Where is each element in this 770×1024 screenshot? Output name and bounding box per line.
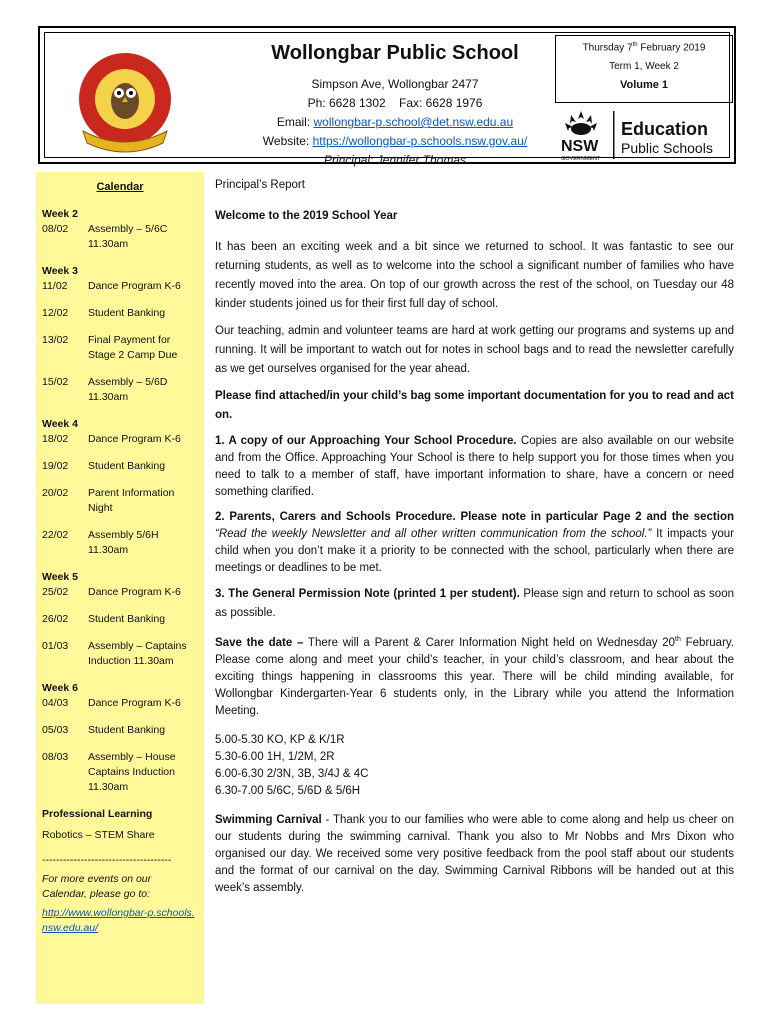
report-title: Principal’s Report (215, 179, 305, 191)
calendar-event (42, 585, 198, 600)
issue-date: Thursday 7th February 2019 (582, 42, 706, 54)
calendar-event (42, 528, 198, 558)
event-text: Assembly – Captains Induction 11.30am (88, 640, 187, 667)
save-the-date: Save the date – There will a Parent & Carer Information Night held on Wednesday 20th February. Please come along and meet your child’s teacher, in your child’s classroom, and hear about the exciting things happening in classrooms this year. There will be child minding available, for Wollongbar Kindergarten-Year 6 students only, in the Library while you attend the Information Meeting. (215, 636, 734, 717)
calendar-week-label: Week 3 (42, 265, 78, 277)
school-email-line (215, 113, 575, 132)
calendar-event (42, 723, 198, 738)
calendar-event (42, 639, 198, 669)
event-text: Assembly 5/6H 11.30am (88, 529, 159, 556)
issue-info-box (555, 35, 733, 103)
school-logo (73, 49, 177, 153)
session-times (215, 732, 734, 800)
principal-report (215, 176, 734, 897)
calendar-website-link[interactable]: http://www.wollongbar-p.schools.nsw.edu.au/ (42, 907, 195, 934)
calendar-event (42, 306, 198, 321)
school-name: Wollongbar Public School (271, 42, 519, 64)
email-link[interactable]: wollongbar-p.school@det.nsw.edu.au (313, 115, 514, 129)
event-text: Dance Program K-6 (88, 586, 181, 598)
welcome-heading: Welcome to the 2019 School Year (215, 210, 398, 222)
session-time: 6.00-6.30 2/3N, 3B, 3/4J & 4C (215, 767, 369, 780)
item-parents-carers: 2. Parents, Carers and Schools Procedure. Please note in particular Page 2 and the section “Read the weekly Newsletter and all other written communication from the school.” It impacts your child when you don’t make it a priority to be connected with the school, particularly when there are meetings or deadlines to be met. (215, 511, 735, 574)
calendar-week-label: Week 2 (42, 208, 78, 220)
event-text: Student Banking (88, 460, 166, 472)
event-text: Dance Program K-6 (88, 433, 181, 445)
more-events-text: For more events on our Calendar, please go to: (42, 873, 152, 900)
calendar-event (42, 696, 198, 711)
session-time: 5.00-5.30 KO, KP & K/1R (215, 733, 345, 746)
calendar-event (42, 222, 198, 252)
issue-term: Term 1, Week 2 (609, 61, 679, 73)
event-text: Student Banking (88, 724, 166, 736)
event-text: Assembly – 5/6C 11.30am (88, 223, 168, 250)
event-date: 05/03 (42, 724, 69, 736)
session-time: 5.30-6.00 1H, 1/2M, 2R (215, 750, 335, 763)
school-phone-fax: Ph: 6628 1302 Fax: 6628 1976 (307, 96, 483, 110)
principal-name: Principal: Jennifer Thomas (323, 153, 467, 167)
header-inner-border (44, 32, 730, 167)
calendar-week-label: Week 4 (42, 418, 78, 430)
professional-learning-title: Professional Learning (42, 808, 153, 820)
event-date: 19/02 (42, 460, 69, 472)
professional-learning-text: Robotics – STEM Share (42, 829, 155, 841)
event-date: 25/02 (42, 586, 69, 598)
event-text: Assembly – House Captains Induction 11.30am (88, 751, 176, 793)
calendar-event (42, 486, 198, 516)
item-approaching-school: 1. A copy of our Approaching Your School Procedure. Copies are also available on our website and from the Office. Approaching Your School is there to help support you for those times when you need to talk to a member of staff, have important information to share, have a concern or need something clarified. (215, 435, 734, 498)
event-date: 08/03 (42, 751, 69, 763)
paragraph-returning: It has been an exciting week and a bit since we returned to school. It was fantastic to see our returning students, as well as to welcome into the school a significant number of families who have recently moved into the area. On top of our growth across the rest of the school, on Tuesday our 48 kinder students joined us for their first full day of school. (215, 241, 734, 310)
event-date: 08/02 (42, 223, 69, 235)
website-label: Website: (262, 134, 313, 148)
event-date: 13/02 (42, 334, 69, 346)
nsw-text: NSW (561, 138, 599, 155)
event-text: Student Banking (88, 613, 166, 625)
issue-volume: Volume 1 (619, 79, 669, 92)
documents-heading: Please find attached/in your child’s bag some important documentation for you to read and act on. (215, 390, 734, 421)
session-time: 6.30-7.00 5/6C, 5/6D & 5/6H (215, 784, 361, 797)
email-label: Email: (276, 115, 314, 129)
calendar-event (42, 432, 198, 447)
event-date: 04/03 (42, 697, 69, 709)
divider-dashes: ------------------------------------- (42, 854, 172, 866)
calendar-sidebar (36, 172, 204, 1004)
event-date: 11/02 (42, 280, 68, 292)
event-date: 15/02 (42, 376, 69, 388)
calendar-event (42, 750, 198, 795)
paragraph-teams: Our teaching, admin and volunteer teams are hard at work getting our programs and systems up and running. It will be important to watch out for notes in school bags and to read the newsletter carefully as we get ourselves organised for the year ahead. (215, 325, 734, 375)
event-text: Dance Program K-6 (88, 280, 181, 292)
calendar-event (42, 279, 198, 294)
education-text: Education (621, 119, 709, 139)
item-permission-note: 3. The General Permission Note (printed 1 per student). Please sign and return to school as soon as possible. (215, 588, 734, 619)
event-date: 26/02 (42, 613, 69, 625)
nsw-government-text: GOVERNMENT (561, 156, 601, 162)
school-website-line (215, 132, 575, 151)
calendar-event (42, 375, 198, 405)
website-link[interactable]: https://wollongbar-p.schools.nsw.gov.au/ (312, 134, 528, 148)
calendar-event (42, 612, 198, 627)
swimming-carnival: Swimming Carnival - Thank you to our families who were able to come along and help us cheer on our students during the swimming carnival. Thank you also to Mr Nobbs and Mrs Dixon who organised our day. We received some very positive feedback from the pool staff about our students and the format of our carnival on the day. Swimming Carnival Ribbons will be handed out at this week’s assembly. (215, 813, 734, 894)
calendar-week-label: Week 6 (42, 682, 78, 694)
event-date: 12/02 (42, 307, 69, 319)
calendar-week-label: Week 5 (42, 571, 78, 583)
event-date: 18/02 (42, 433, 69, 445)
calendar-event (42, 333, 198, 363)
nsw-education-logo (557, 107, 735, 163)
event-text: Final Payment for Stage 2 Camp Due (88, 334, 178, 361)
event-text: Parent Information Night (88, 487, 175, 514)
more-events-link-wrap (42, 906, 198, 936)
school-address: Simpson Ave, Wollongbar 2477 (311, 77, 479, 91)
calendar-event (42, 459, 198, 474)
event-date: 01/03 (42, 640, 69, 652)
event-date: 20/02 (42, 487, 69, 499)
event-text: Student Banking (88, 307, 166, 319)
event-text: Assembly – 5/6D 11.30am (88, 376, 168, 403)
public-schools-text: Public Schools (621, 140, 713, 156)
school-details (215, 39, 575, 170)
event-date: 22/02 (42, 529, 69, 541)
newsletter-header (38, 26, 736, 167)
calendar-title: Calendar (96, 181, 144, 193)
event-text: Dance Program K-6 (88, 697, 181, 709)
